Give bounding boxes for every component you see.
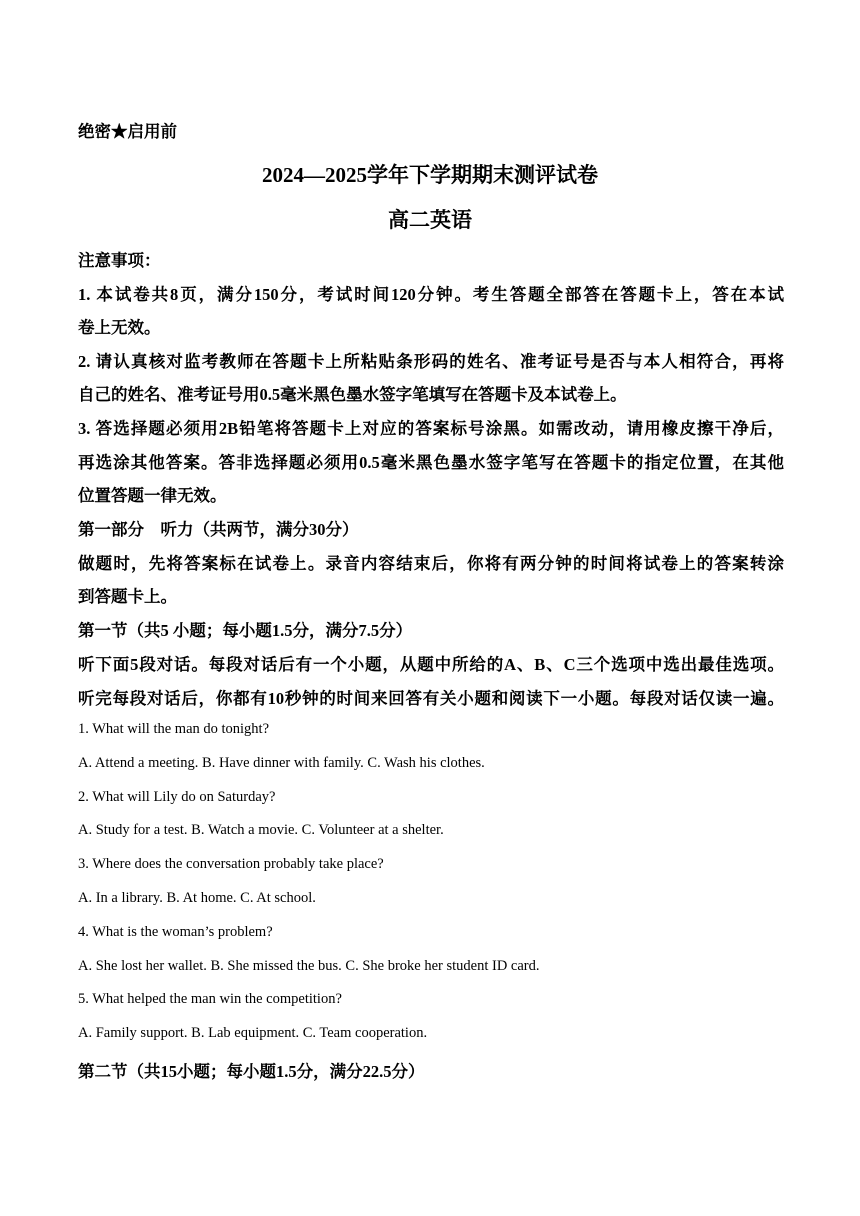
part1-instruction-line-1: 做题时，先将答案标在试卷上。录音内容结束后，你将有两分钟的时间将试卷上的答案转涂 — [78, 554, 784, 573]
section1-heading: 第一节（共5 小题；每小题1.5分，满分7.5分） — [78, 621, 413, 640]
exam-subject: 高二英语 — [388, 208, 472, 232]
exam-title: 2024—2025学年下学期期末测评试卷 — [262, 163, 598, 187]
note-3-line-1: 3. 答选择题必须用2B铅笔将答题卡上对应的答案标号涂黑。如需改动，请用橡皮擦干净后， — [78, 419, 784, 438]
note-2-line-2: 自己的姓名、准考证号用0.5毫米黑色墨水签字笔填写在答题卡及本试卷上。 — [78, 385, 627, 404]
confidential-label: 绝密★启用前 — [78, 122, 177, 141]
part1-instruction-line-2: 到答题卡上。 — [78, 587, 177, 606]
note-3-line-3: 位置答题一律无效。 — [78, 486, 227, 505]
question-3: 3. Where does the conversation probably take place? — [78, 856, 384, 872]
question-5-options: A. Family support. B. Lab equipment. C. Team cooperation. — [78, 1025, 428, 1041]
section2-heading: 第二节（共15小题；每小题1.5分，满分22.5分） — [78, 1062, 425, 1081]
note-3-line-2: 再选涂其他答案。答非选择题必须用0.5毫米黑色墨水签字笔写在答题卡的指定位置，在其他 — [78, 453, 784, 472]
question-1-options: A. Attend a meeting. B. Have dinner with family. C. Wash his clothes. — [78, 755, 485, 771]
note-2-line-1: 2. 请认真核对监考教师在答题卡上所粘贴条形码的姓名、准考证号是否与本人相符合，再将 — [78, 352, 784, 371]
question-4: 4. What is the woman’s problem? — [78, 924, 273, 940]
question-2-options: A. Study for a test. B. Watch a movie. C. Volunteer at a shelter. — [78, 822, 444, 838]
note-1-line-2: 卷上无效。 — [78, 318, 161, 337]
question-3-options: A. In a library. B. At home. C. At school. — [78, 890, 316, 906]
section1-instruction-line-2: 听完每段对话后，你都有10秒钟的时间来回答有关小题和阅读下一小题。每段对话仅读一遍。 — [78, 689, 784, 708]
section1-instruction-line-1: 听下面5段对话。每段对话后有一个小题，从题中所给的A、B、C三个选项中选出最佳选项。 — [78, 655, 784, 674]
question-4-options: A. She lost her wallet. B. She missed the bus. C. She broke her student ID card. — [78, 958, 540, 974]
note-1-line-1: 1. 本试卷共8页，满分150分，考试时间120分钟。考生答题全部答在答题卡上，答在本试 — [78, 285, 784, 304]
question-5: 5. What helped the man win the competition? — [78, 991, 342, 1007]
question-1: 1. What will the man do tonight? — [78, 721, 270, 737]
question-2: 2. What will Lily do on Saturday? — [78, 789, 276, 805]
part1-heading: 第一部分 听力（共两节，满分30分） — [78, 520, 359, 539]
notes-heading: 注意事项： — [78, 251, 161, 270]
